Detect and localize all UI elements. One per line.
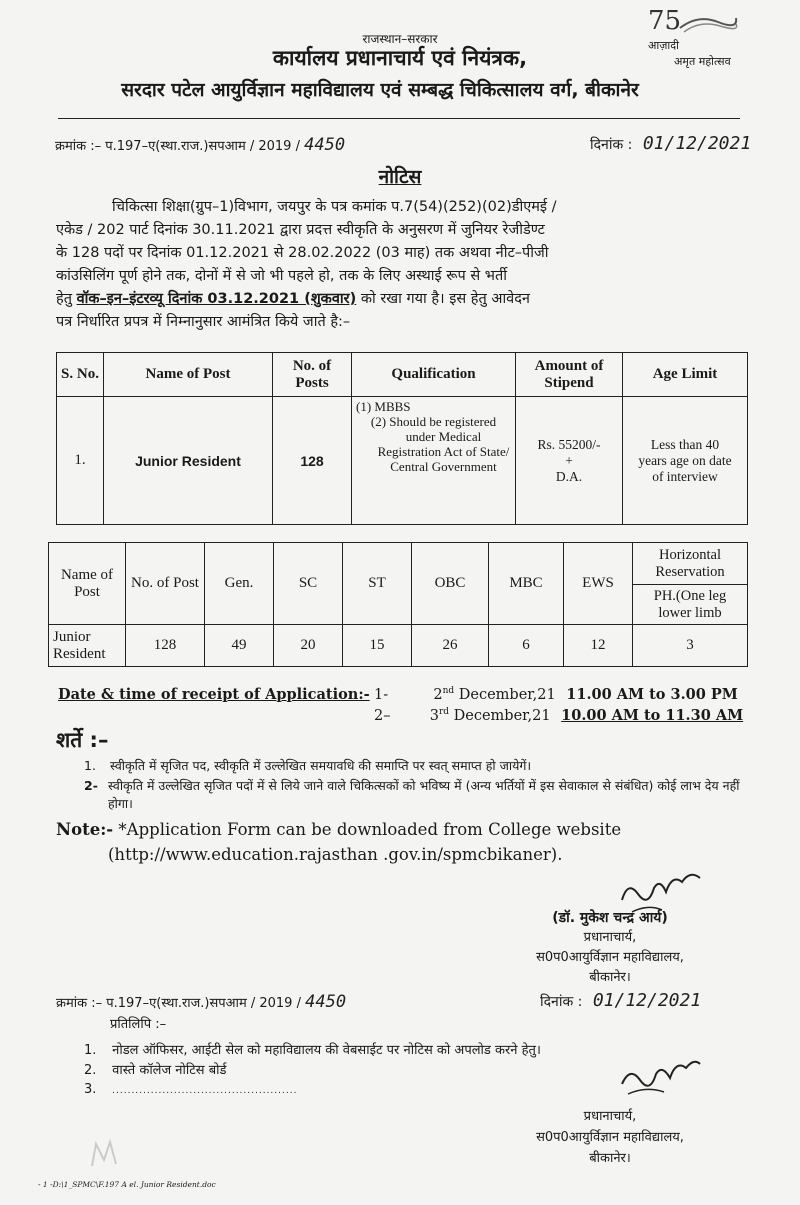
col-name-of-post: Name of Post (49, 543, 126, 625)
table-header-row (57, 353, 748, 397)
walk-in-date: वॉक–इन–इंटरव्यू दिनांक 03.12.2021 (शुकवार) (76, 291, 357, 307)
condition-text-2: स्वीकृति में उल्लेखित सृजित पदों में से लिये जाने वाले चिकित्सकों को भविष्य में (अन्य भर्तियों में इस सेवाकाल से संबंधित) कोई लाभ देय नहीं होगा। (108, 778, 740, 811)
cell-mbc: 6 (489, 625, 564, 667)
col-sno: S. No. (57, 353, 104, 397)
reference-label: क्रमांक :– प.197–ए(स्था.राज.)सपआम / 2019 / (55, 139, 300, 154)
body-line-3: के 128 पदों पर दिनांक 01.12.2021 से 28.02.2022 (03 माह) तक अथवा नीट–पीजी (56, 245, 549, 261)
header-divider (58, 118, 740, 119)
body-line-5-pre: हेतु (56, 291, 72, 307)
cell-sc: 20 (274, 625, 343, 667)
col-age: Age Limit (623, 353, 748, 397)
col-stipend: Amount of Stipend (516, 353, 623, 397)
col-ph: PH.(One leg lower limb (633, 585, 748, 625)
schedule-time-2: 10.00 AM to 11.30 AM (561, 707, 744, 724)
col-post-name: Name of Post (104, 353, 273, 397)
schedule-item-1 (374, 686, 738, 703)
cell-obc: 26 (412, 625, 489, 667)
body-line-4: कांउसिलिंग पूर्ण होने तक, दोनों में से जो भी पहले हो, तक के लिए अस्थाई रूप से भर्ती (56, 268, 507, 284)
cell-st: 15 (343, 625, 412, 667)
col-st: ST (343, 543, 412, 625)
body-line-5 (56, 288, 746, 311)
stipend-da: D.A. (555, 468, 583, 484)
signatory-2-title: प्रधानाचार्य, (583, 1109, 637, 1124)
condition-num-1: 1. (84, 758, 96, 773)
schedule-day-1: 2 (433, 687, 443, 703)
condition-text-1: स्वीकृति में सृजित पद, स्वीकृति में उल्लेखित समयावधि की समाप्ति पर स्वत् समाप्त हो जायेगें। (109, 758, 532, 773)
col-gen: Gen. (205, 543, 274, 625)
reference-number: 4450 (304, 135, 346, 155)
copy-text-1: नोडल ऑफिसर, आईटी सेल को महाविद्यालय की वेबसाईट पर नोटिस को अपलोड करने हेतु। (112, 1043, 541, 1058)
table-row (49, 625, 748, 667)
cell-posts: 128 (273, 397, 352, 525)
schedule-month-2: December,21 (449, 708, 551, 724)
signatory-2-org: स0प0आयुर्विज्ञान महाविद्यालय, (536, 1130, 684, 1145)
signature-2-block (500, 1106, 720, 1169)
schedule-label: Date & time of receipt of Application:- (58, 686, 370, 703)
copy-text-2: वास्ते कॉलेज नोटिस बोर्ड (112, 1063, 227, 1078)
date-2-value: 01/12/2021 (592, 990, 702, 1011)
col-qualification: Qualification (352, 353, 516, 397)
col-obc: OBC (412, 543, 489, 625)
copy-num-2: 2. (84, 1063, 97, 1078)
conditions-heading: शर्ते :– (56, 728, 109, 752)
cell-qualification (352, 397, 516, 525)
body-line-1: चिकित्सा शिक्षा(ग्रुप–1)विभाग, जयपुर के पत्र कमांक प.7(54)(252)(02)डीएमई / (112, 199, 557, 215)
note-text-1: *Application Form can be downloaded from College website (118, 820, 622, 839)
condition-item-1 (84, 757, 744, 775)
col-no-of-post: No. of Post (126, 543, 205, 625)
schedule-num-1: 1- (374, 687, 389, 703)
body-paragraph (56, 196, 746, 334)
reservation-header-row (49, 543, 748, 585)
condition-item-2 (84, 777, 744, 813)
condition-num-2: 2- (84, 778, 98, 793)
body-line-2: एकेड / 202 पार्ट दिनांक 30.11.2021 द्वारा प्रदत्त स्वीकृति के अनुसरण में जुनियर रेजीडेण्ट (56, 222, 545, 238)
schedule-num-2: 2– (374, 708, 391, 724)
signature-1-block (500, 908, 720, 988)
logo-number: 75 (648, 6, 682, 36)
cell-post-name: Junior Resident (49, 625, 126, 667)
copy-item-2 (84, 1060, 226, 1078)
body-line-6: पत्र निर्धारित प्रपत्र में निम्नानुसार आमंत्रित किये जाते है:– (56, 314, 351, 330)
date-line (590, 133, 751, 154)
col-ews: EWS (564, 543, 633, 625)
reference-line (55, 135, 345, 155)
cell-ews: 12 (564, 625, 633, 667)
cell-age: Less than 40 years age on date of interview (623, 397, 748, 525)
cell-sno: 1. (57, 397, 104, 525)
post-details-table (56, 352, 748, 525)
cell-total: 128 (126, 625, 205, 667)
date-line-2 (540, 990, 701, 1011)
copy-text-3: ................................................ (112, 1086, 298, 1096)
copy-item-1 (84, 1040, 541, 1058)
copy-item-3 (84, 1082, 297, 1097)
cell-stipend (516, 397, 623, 525)
college-title: सरदार पटेल आयुर्विज्ञान महाविद्यालय एवं सम्बद्ध चिकित्सालय वर्ग, बीकानेर (121, 79, 639, 101)
cell-post: Junior Resident (104, 397, 273, 525)
logo-text-2: अमृत महोत्सव (674, 55, 731, 68)
signatory-2-city: बीकानेर। (589, 1151, 631, 1166)
date-value: 01/12/2021 (642, 133, 752, 154)
logo-text-1: आज़ादी (648, 39, 679, 52)
col-posts: No. of Posts (273, 353, 352, 397)
signatory-name: (डॉ. मुकेश चन्द्र आर्य) (552, 910, 668, 926)
schedule-day-2: 3 (429, 708, 439, 724)
copy-num-1: 1. (84, 1043, 97, 1058)
schedule-time-1: 11.00 AM to 3.00 PM (566, 686, 738, 703)
footer-file-path: - 1 -D:\1_SPMC\F.197 A el. Junior Resident.doc (38, 1180, 216, 1189)
signatory-title: प्रधानाचार्य, (583, 930, 637, 945)
notice-title: नोटिस (378, 166, 422, 188)
reference-2-label: क्रमांक :– प.197–ए(स्था.राज.)सपआम / 2019 / (56, 996, 301, 1011)
qualification-1: (1) MBBS (356, 399, 411, 414)
reservation-table (48, 542, 748, 667)
cell-gen: 49 (205, 625, 274, 667)
stipend-plus: + (565, 452, 573, 468)
azadi-logo (648, 6, 748, 66)
cell-ph: 3 (633, 625, 748, 667)
government-line: राजस्थान–सरकार (362, 32, 438, 46)
date-label: दिनांक : (590, 137, 633, 153)
office-title: कार्यालय प्रधानाचार्य एवं नियंत्रक, (272, 46, 528, 70)
note-line-2: (http://www.education.rajasthan .gov.in/spmcbikaner). (108, 845, 563, 864)
stipend-amount: Rs. 55200/- (537, 436, 601, 452)
flag-swoosh-icon (678, 12, 738, 34)
qualification-2: (2) Should be registered under Medical Registration Act of State/ Central Government (370, 414, 510, 474)
col-mbc: MBC (489, 543, 564, 625)
note-line-1 (56, 820, 621, 839)
schedule-sup-1: nd (442, 686, 455, 697)
table-row (57, 397, 748, 525)
body-line-5-post: को रखा गया है। इस हेतु आवेदन (360, 291, 530, 307)
stamp-mark-icon (86, 1136, 126, 1172)
note-label: Note:- (56, 820, 114, 839)
schedule-item-2 (374, 707, 743, 724)
schedule-sup-2: rd (438, 707, 450, 718)
schedule-month-1: December,21 (454, 687, 556, 703)
copy-heading: प्रतिलिपि :– (110, 1017, 167, 1032)
reference-line-2 (56, 992, 346, 1012)
col-horizontal-reservation: Horizontal Reservation (633, 543, 748, 585)
col-sc: SC (274, 543, 343, 625)
date-2-label: दिनांक : (540, 994, 583, 1010)
signatory-org: स0प0आयुर्विज्ञान महाविद्यालय, (536, 950, 684, 965)
signature-icon (614, 1050, 704, 1100)
reference-2-number: 4450 (305, 992, 347, 1012)
copy-num-3: 3. (84, 1082, 97, 1097)
signatory-city: बीकानेर। (589, 970, 631, 985)
